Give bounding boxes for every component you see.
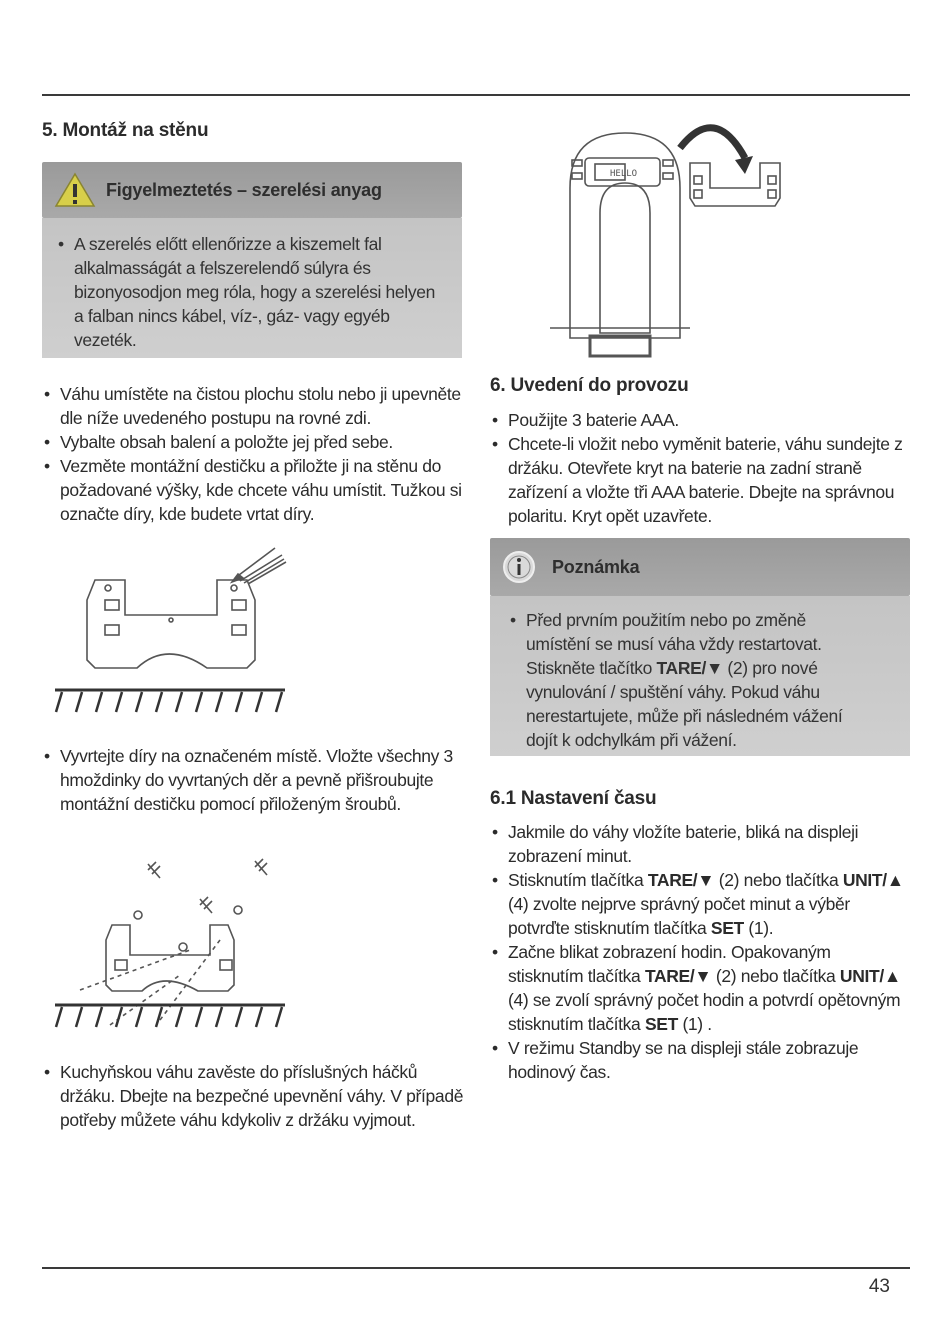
note-header [490, 538, 910, 596]
bottom-rule [42, 1267, 910, 1269]
mounting-plate-marking-illustration [50, 540, 310, 720]
warning-text: • A szerelés előtt ellenőrizze a kiszemelt fal alkalmasságát a felszerelendő súlyra és bizonyosodjon meg róla, hogy a szerelési helyen a falban nincs kábel, víz-, gáz- vagy egyéb vezeték. [56, 232, 446, 352]
list-item: • Vybalte obsah balení a položte jej před sebe. [42, 430, 464, 454]
section-5-list-a [42, 382, 464, 526]
list-item: • Chcete-li vložit nebo vyměnit baterie, váhu sundejte z držáku. Otevřete kryt na baterie na zadní straně zařízení a vložte tři AAA baterie. Dbejte na správnou polaritu. Kryt opět uzavřete. [490, 432, 910, 528]
top-rule [42, 94, 910, 96]
note-text-part-1: Před prvním použitím nebo po změně umístění se musí váha vždy restartovat. Stiskněte tlačítko [526, 610, 822, 678]
tare-key: TARE/▼ [647, 870, 715, 890]
note-body [490, 596, 910, 756]
section-6-heading: 6. Uvedení do provozu [490, 375, 689, 396]
list-item: • Vezměte montážní destičku a přiložte ji na stěnu do požadované výšky, kde chcete váhu umístit. Tužkou si označte díry, kde budete vrtat díry. [42, 454, 464, 526]
text: (2) nebo tlačítka [711, 966, 840, 986]
section-5-heading: 5. Montáž na stěnu [42, 120, 209, 141]
set-key: SET [644, 1014, 678, 1034]
text: Začne blikat zobrazení hodin. Opakovaným stisknutím tlačítka [508, 942, 831, 986]
section-5-list-b [42, 744, 464, 816]
warning-title: Figyelmeztetés – szerelési anyag [106, 180, 382, 200]
text: (4) se zvolí správný počet hodin a potvrdí opětovným stisknutím tlačítka [508, 990, 901, 1034]
list-item [490, 940, 910, 1036]
warning-header [42, 162, 462, 218]
list-item [490, 868, 910, 940]
warning-icon [54, 171, 96, 209]
section-6-1-heading: 6.1 Nastavení času [490, 788, 657, 809]
unit-key: UNIT/▲ [839, 966, 901, 986]
tare-key: TARE/▼ [656, 658, 723, 678]
note-text-part-2: (2) pro nové vynulování / spuštění váhy. Pokud váhu nerestartujete, může při následném vážení dojít k odchylkám při vážení. [526, 658, 843, 750]
list-item: • Kuchyňskou váhu zavěste do příslušných háčků držáku. Dbejte na bezpečné upevnění váhy. V případě potřeby můžete váhu kdykoliv z držáku vyjmout. [42, 1060, 464, 1132]
text: (1). [743, 918, 774, 938]
section-5-list-c [42, 1060, 464, 1132]
tare-key: TARE/▼ [644, 966, 712, 986]
note-text [508, 608, 853, 752]
warning-body [42, 218, 462, 358]
set-key: SET [710, 918, 744, 938]
info-icon [502, 550, 536, 584]
list-item: • Jakmile do váhy vložíte baterie, bliká na displeji zobrazení minut. [490, 820, 910, 868]
list-item: • Vyvrtejte díry na označeném místě. Vložte všechny 3 hmoždinky do vyvrtaných děr a pevně přišroubujte montážní destičku pomocí přiloženým šroubů. [42, 744, 464, 816]
drilling-screws-illustration [50, 855, 310, 1035]
scale-on-holder-illustration [550, 118, 800, 363]
text: (4) zvolte nejprve správný počet minut a výběr potvrďte stisknutím tlačítka [508, 894, 850, 938]
unit-key: UNIT/▲ [842, 870, 904, 890]
section-6-1-list [490, 820, 910, 1084]
list-item: • V režimu Standby se na displeji stále zobrazuje hodinový čas. [490, 1036, 910, 1084]
page-number: 43 [868, 1276, 890, 1297]
list-item: • Váhu umístěte na čistou plochu stolu nebo ji upevněte dle níže uvedeného postupu na rovné zdi. [42, 382, 464, 430]
text: (1) . [677, 1014, 712, 1034]
text: (2) nebo tlačítka [714, 870, 843, 890]
list-item: • Použijte 3 baterie AAA. [490, 408, 910, 432]
text: Stisknutím tlačítka [508, 870, 648, 890]
section-6-list [490, 408, 910, 528]
note-title: Poznámka [552, 557, 640, 577]
scale-display-text: HELLO [610, 169, 638, 179]
